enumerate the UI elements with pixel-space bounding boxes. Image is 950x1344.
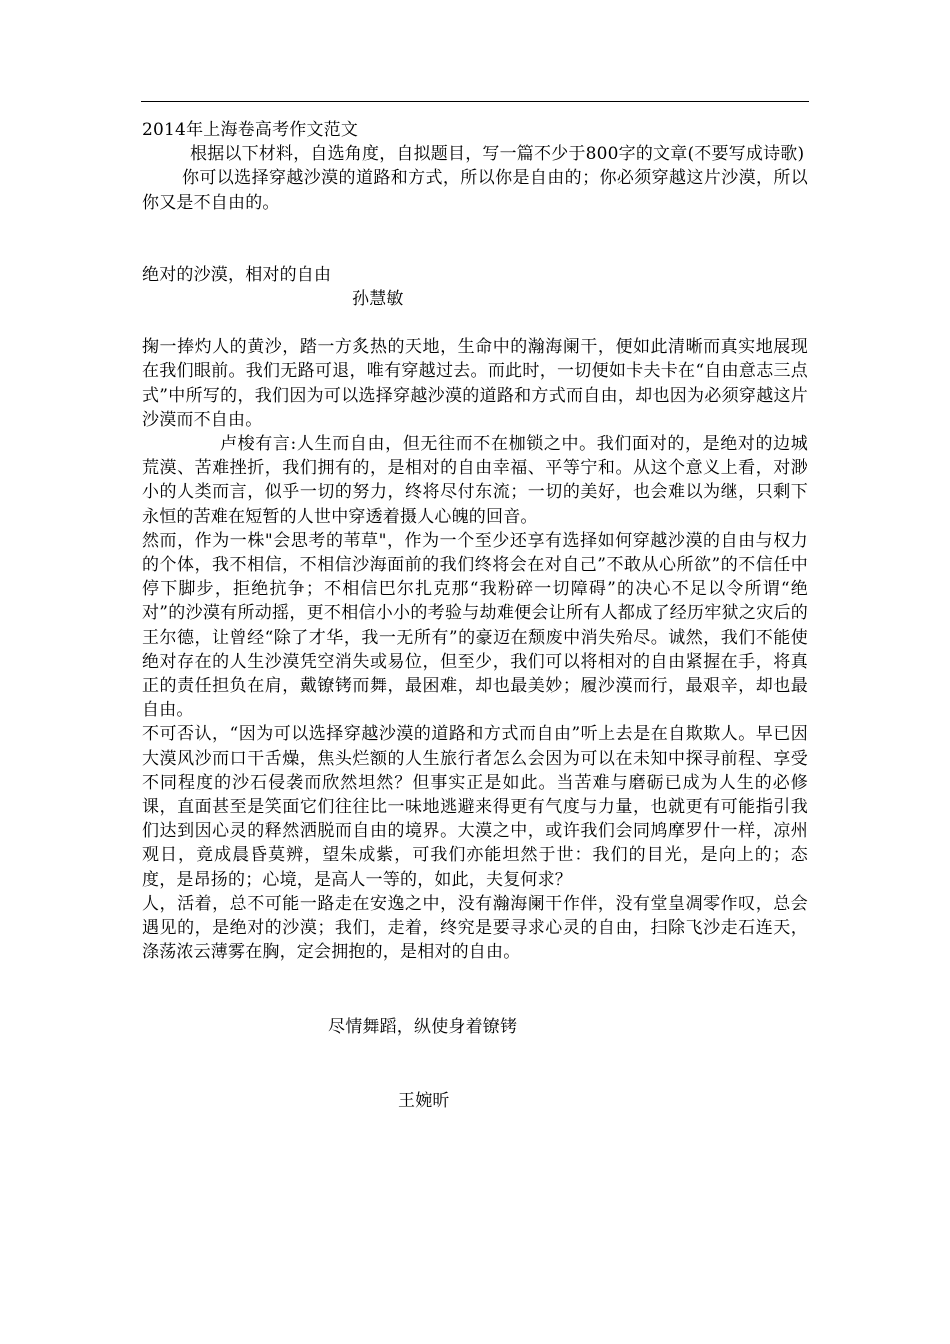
essay1-paragraph: 卢梭有言:人生而自由，但无往而不在枷锁之中。我们面对的，是绝对的边城荒漠、苦难挫折，我们拥有的，是相对的自由幸福、平等宁和。从这个意义上看，对渺小的人类而言，似乎一切的努力，终将尽付东流；一切的美好，也会难以为继，只剩下永恒的苦难在短暂的人世中穿透着摄人心魄的回音。: [142, 434, 808, 527]
essay2-title: 尽情舞蹈，纵使身着镣铐: [328, 1016, 518, 1037]
document-title: 2014年上海卷高考作文范文: [142, 120, 359, 140]
essay1-paragraph: 不可否认，“因为可以选择穿越沙漠的道路和方式而自由”听上去是在自欺欺人。早已因大漠风沙而口干舌燥，焦头烂额的人生旅行者怎么会因为可以在未知中探寻前程、享受不同程度的沙石侵袭而欣然坦然？但事实正是如此。当苦难与磨砺已成为人生的必修课，直面甚至是笑面它们往往比一味地逃避来得更有气度与力量，也就更有可能指引我们达到因心灵的释然洒脱而自由的境界。大漠之中，或许我们会同鸠摩罗什一样，凉州观日，竟成晨昏莫辨，望朱成紫，可我们亦能坦然于世：我们的目光，是向上的；态度，是昂扬的；心境，是高人一等的，如此，夫复何求？: [142, 724, 808, 890]
spacer: [142, 311, 808, 335]
essay1-author: 孙慧敏: [352, 289, 404, 310]
essay1-paragraph: 掬一捧灼人的黄沙，踏一方炙热的天地，生命中的瀚海阑干，便如此清晰而真实地展现在我们眼前。我们无路可退，唯有穿越过去。而此时，一切便如卡夫卡在“自由意志三点式”中所写的，我们因为可以选择穿越沙漠的道路和方式而自由，却也因为必须穿越这片沙漠而不自由。: [142, 337, 808, 430]
essay1-title: 绝对的沙漠，相对的自由: [142, 264, 332, 285]
prompt-instruction: 根据以下材料，自选角度，自拟题目，写一篇不少于800字的文章(不要写成诗歌): [190, 144, 805, 165]
essay1-paragraph: 人，活着，总不可能一路走在安逸之中，没有瀚海阑干作伴，没有堂皇凋零作叹，总会遇见的，是绝对的沙漠；我们，走着，终究是要寻求心灵的自由，扫除飞沙走石连天，涤荡浓云薄雾在胸，定会拥抱的，是相对的自由。: [142, 893, 808, 963]
spacer: [142, 1039, 808, 1089]
prompt-material: 你可以选择穿越沙漠的道路和方式，所以你是自由的；你必须穿越这片沙漠，所以你又是不自由的。: [142, 168, 808, 213]
spacer: [142, 965, 808, 1015]
essay2-author: 王婉昕: [398, 1090, 450, 1111]
header-rule: [141, 101, 809, 102]
document-body: [142, 118, 808, 1113]
essay1-paragraph: 然而，作为一株"会思考的苇草"，作为一个至少还享有选择如何穿越沙漠的自由与权力的个体，我不相信，不相信沙海面前的我们终将会在对自己”不敢从心所欲”的不信任中停下脚步，拒绝抗争；不相信巴尔扎克那“我粉碎一切障碍”的决心不足以令所谓“绝对”的沙漠有所动摇，更不相信小小的考验与劫难便会让所有人都成了经历牢狱之灾后的王尔德，让曾经“除了才华，我一无所有”的豪迈在颓废中消失殆尽。诚然，我们不能使绝对存在的人生沙漠凭空消失或易位，但至少，我们可以将相对的自由紧握在手，将真正的责任担负在肩，戴镣铐而舞，最困难，却也最美妙；履沙漠而行，最艰辛，却也最自由。: [142, 530, 808, 721]
spacer: [142, 215, 808, 263]
